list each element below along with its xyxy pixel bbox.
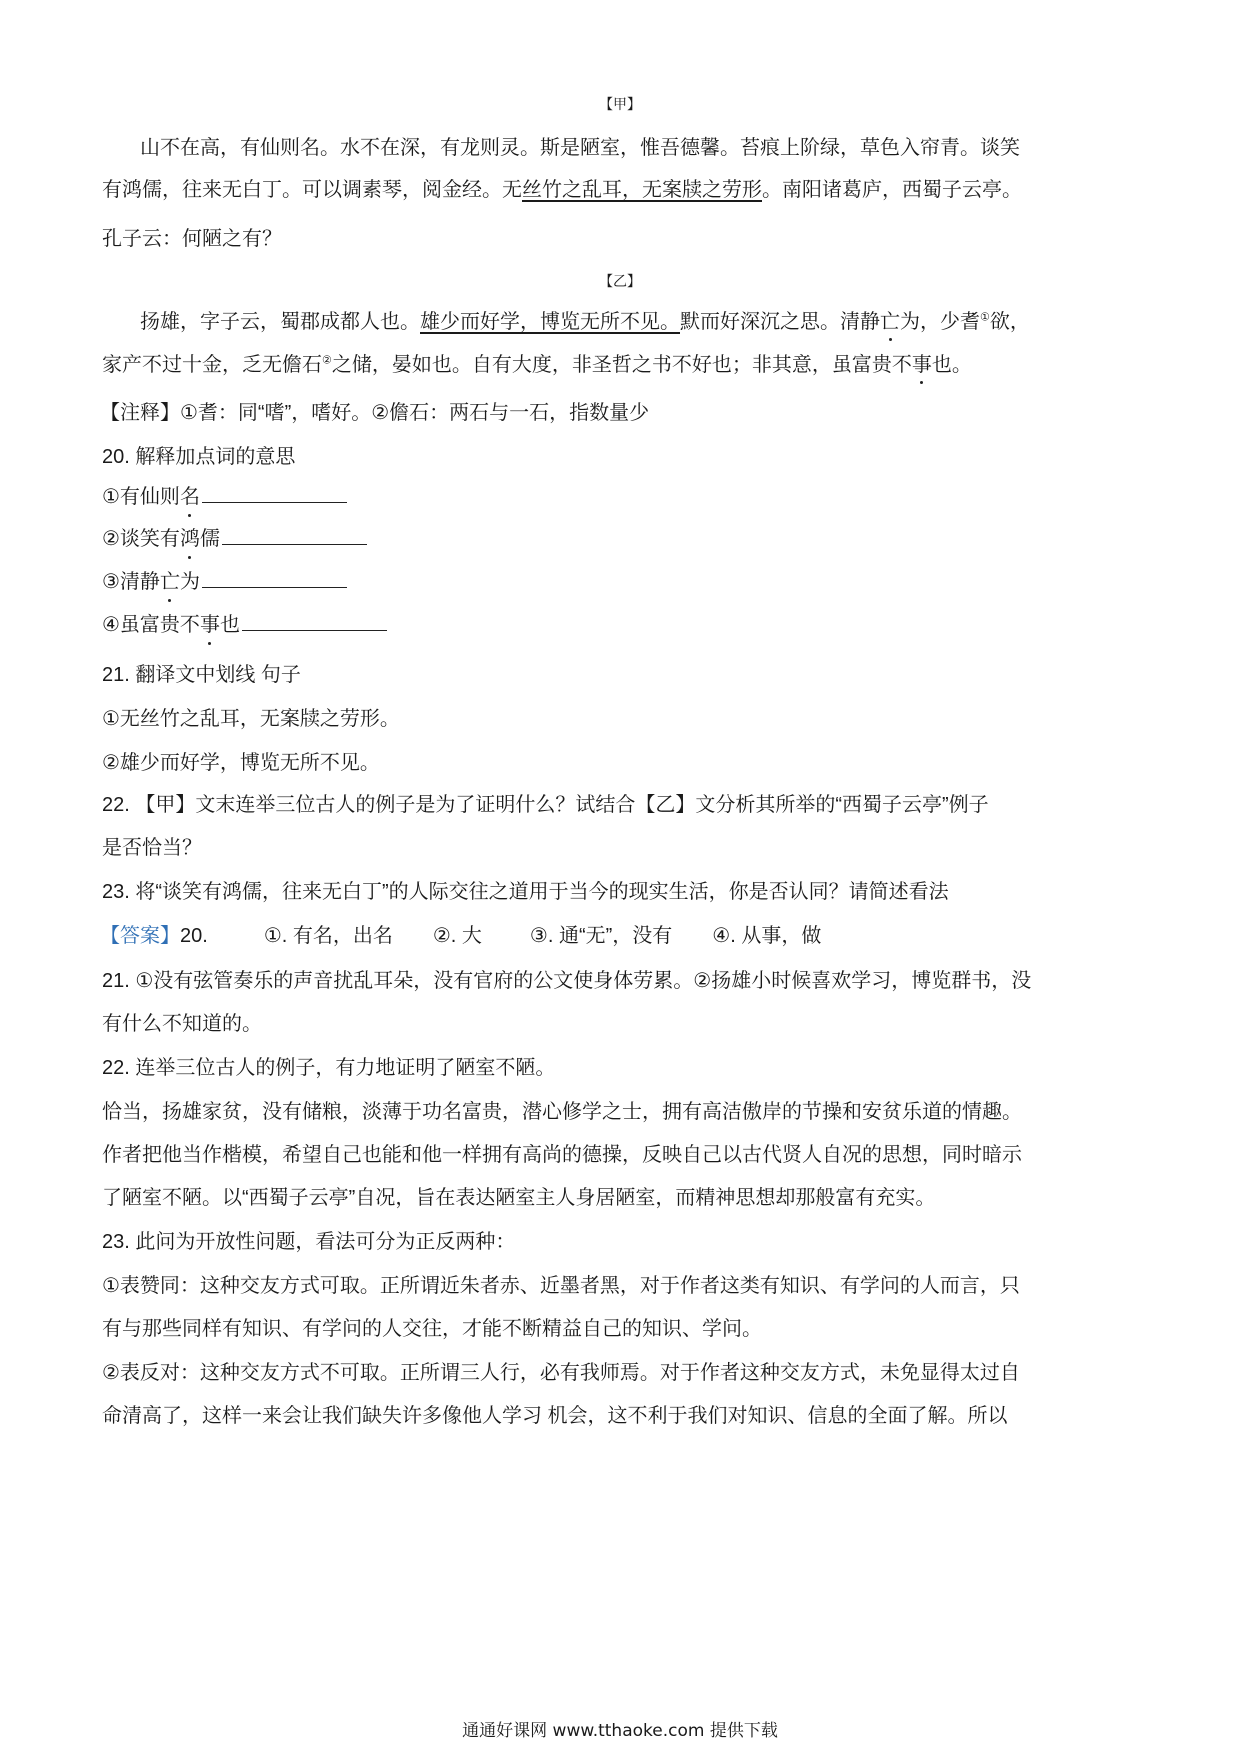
question-21-sentence: ①无丝竹之乱耳，无案牍之劳形。 (102, 708, 400, 730)
question-22: 是否恰当？ (102, 837, 202, 859)
passage-b-heading: 【乙】 (599, 274, 641, 290)
question-23: 23. 将“谈笑有鸿儒，往来无白丁”的人际交往之道用于当今的现实生活，你是否认同？请简述看法 (102, 881, 949, 903)
answer-blank (202, 482, 347, 503)
answer-23: ①表赞同：这种交友方式可取。正所谓近朱者赤、近墨者黑，对于作者这类有知识、有学问的人而言，只 (102, 1275, 1020, 1297)
answer-22: 恰当，扬雄家贫，没有储粮，淡薄于功名富贵，潜心修学之士，拥有高洁傲岸的节操和安贫乐道的情趣。 (102, 1101, 1022, 1123)
question-21-sentence: ②雄少而好学，博览无所不见。 (102, 752, 380, 774)
passage-a-heading: 【甲】 (599, 97, 641, 113)
underlined-sentence: 雄少而好学，博览无所不见。 (420, 309, 680, 333)
passage-b-line: 家产不过十金，乏无儋石②之储，晏如也。自有大度，非圣哲之书不好也；非其意，虽富贵不事也。 (102, 352, 972, 376)
footer-watermark: 通通好课网 www.tthaoke.com 提供下载 (462, 1721, 778, 1741)
question-20-item: ④虽富贵不事也 (102, 610, 387, 639)
answer-blank (222, 524, 367, 545)
dotted-word: 事 (911, 352, 932, 376)
answer-22: 22. 连举三位古人的例子，有力地证明了陋室不陋。 (102, 1057, 556, 1079)
underlined-sentence: 丝竹之乱耳，无案牍之劳形 (522, 177, 762, 201)
answer-blank (202, 567, 347, 588)
answer-20: 【答案】20. ①. 有名，出名 ②. 大 ③. 通“无”，没有 ④. 从事，做 (100, 925, 822, 947)
answer-21: 21. ①没有弦管奏乐的声音扰乱耳朵，没有官府的公文使身体劳累。②扬雄小时候喜欢学习，博览群书，没 (102, 970, 1032, 992)
answer-21: 有什么不知道的。 (102, 1013, 262, 1035)
passage-a-line: 有鸿儒，往来无白丁。可以调素琴，阅金经。无丝竹之乱耳，无案牍之劳形。南阳诸葛庐，西蜀子云亭。 (102, 177, 1022, 201)
passage-a-line: 山不在高，有仙则名。水不在深，有龙则灵。斯是陋室，惟吾德馨。苔痕上阶绿，草色入帘青。谈笑 (140, 135, 1020, 159)
answer-23: ②表反对：这种交友方式不可取。正所谓三人行，必有我师焉。对于作者这种交友方式，未免显得太过自 (102, 1362, 1020, 1384)
question-22: 22. 【甲】文末连举三位古人的例子是为了证明什么？试结合【乙】文分析其所举的“西蜀子云亭”例子 (102, 794, 989, 816)
question-20-item: ②谈笑有鸿儒 (102, 524, 367, 553)
question-20-item: ③清静亡为 (102, 567, 347, 596)
answer-22: 了陋室不陋。以“西蜀子云亭”自况，旨在表达陋室主人身居陋室，而精神思想却那般富有充实。 (102, 1187, 936, 1209)
answer-label: 【答案】 (100, 925, 180, 947)
question-20-item: ①有仙则名 (102, 482, 347, 511)
answer-23: 有与那些同样有知识、有学问的人交往，才能不断精益自己的知识、学问。 (102, 1318, 762, 1340)
question-20-title: 20. 解释加点词的意思 (102, 446, 296, 468)
answer-22: 作者把他当作楷模，希望自己也能和他一样拥有高尚的德操，反映自己以古代贤人自况的思想，同时暗示 (102, 1144, 1022, 1166)
dotted-word: 亡 (880, 309, 900, 333)
answer-23: 23. 此问为开放性问题，看法可分为正反两种： (102, 1231, 516, 1253)
passage-a-line: 孔子云：何陋之有？ (102, 228, 282, 250)
passage-b-line: 扬雄，字子云，蜀郡成都人也。雄少而好学，博览无所不见。默而好深沉之思。清静亡为，少耆①欲， (140, 309, 1030, 333)
annotation-note: 【注释】①耆：同“嗜”，嗜好。②儋石：两石与一石，指数量少 (100, 402, 650, 424)
answer-blank (242, 610, 387, 631)
answer-23: 命清高了，这样一来会让我们缺失许多像他人学习 机会，这不利于我们对知识、信息的全面了解。所以 (102, 1405, 1008, 1427)
question-21-title: 21. 翻译文中划线 句子 (102, 664, 301, 686)
